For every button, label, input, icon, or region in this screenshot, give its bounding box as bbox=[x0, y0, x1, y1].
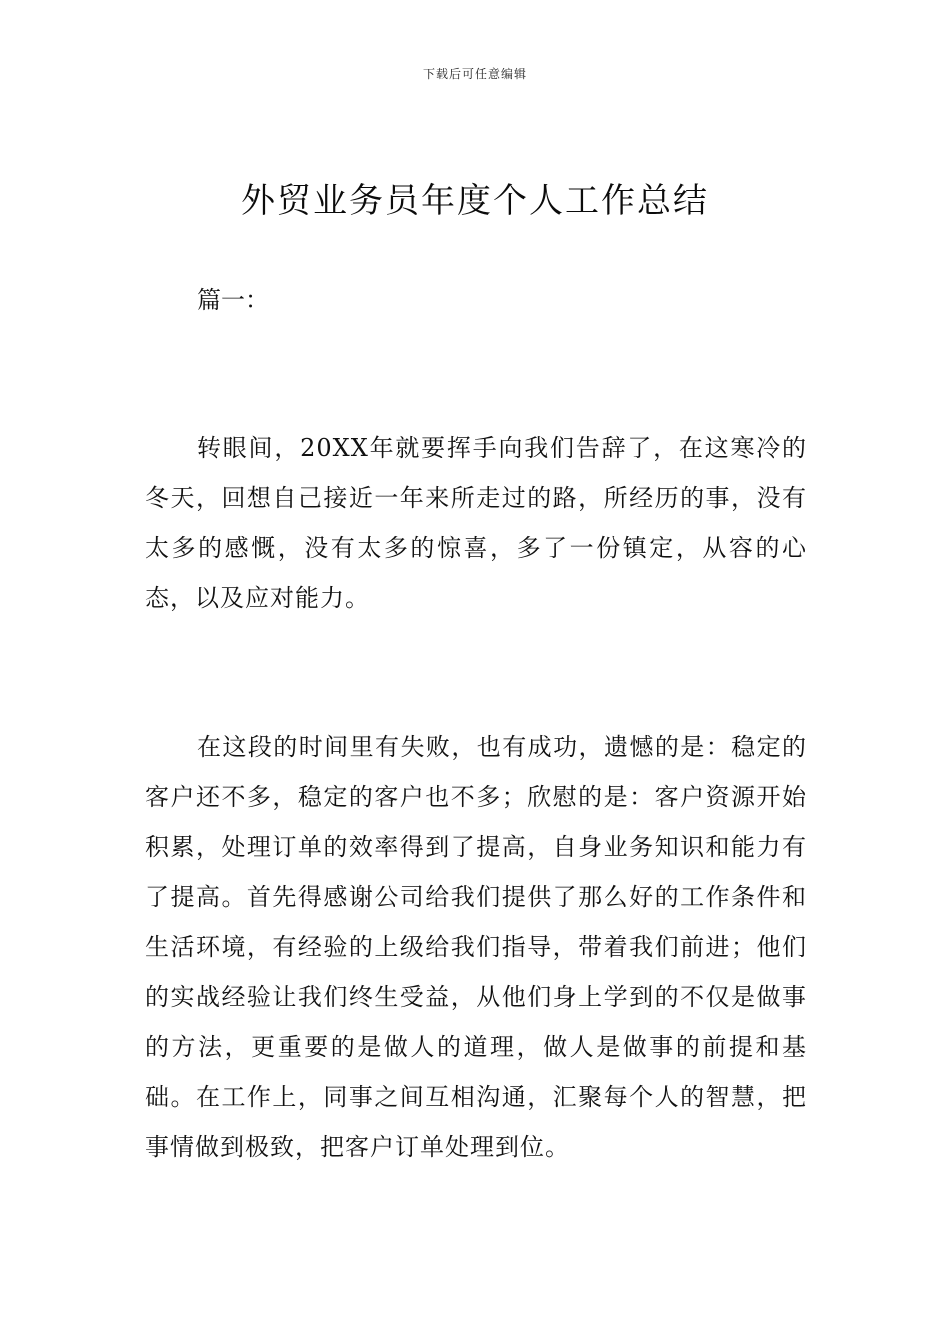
paragraph-1: 转眼间，20XX年就要挥手向我们告辞了，在这寒冷的冬天，回想自己接近一年来所走过的路，所经历的事，没有太多的感慨，没有太多的惊喜，多了一份镇定，从容的心态，以及应对能力。 bbox=[145, 434, 807, 612]
document-title: 外贸业务员年度个人工作总结 bbox=[241, 181, 709, 221]
section-label: 篇一： bbox=[197, 286, 269, 314]
header-note: 下载后可任意编辑 bbox=[422, 67, 527, 81]
paragraph-2: 在这段的时间里有失败，也有成功，遗憾的是：稳定的客户还不多，稳定的客户也不多；欣慰的是：客户资源开始积累，处理订单的效率得到了提高，自身业务知识和能力有了提高。首先得感谢公司给我们提供了那么好的工作条件和生活环境，有经验的上级给我们指导，带着我们前进；他们的实战经验让我们终生受益，从他们身上学到的不仅是做事的方法，更重要的是做人的道理，做人是做事的前提和基础。在工作上，同事之间互相沟通，汇聚每个人的智慧，把事情做到极致，把客户订单处理到位。 bbox=[145, 733, 807, 1161]
